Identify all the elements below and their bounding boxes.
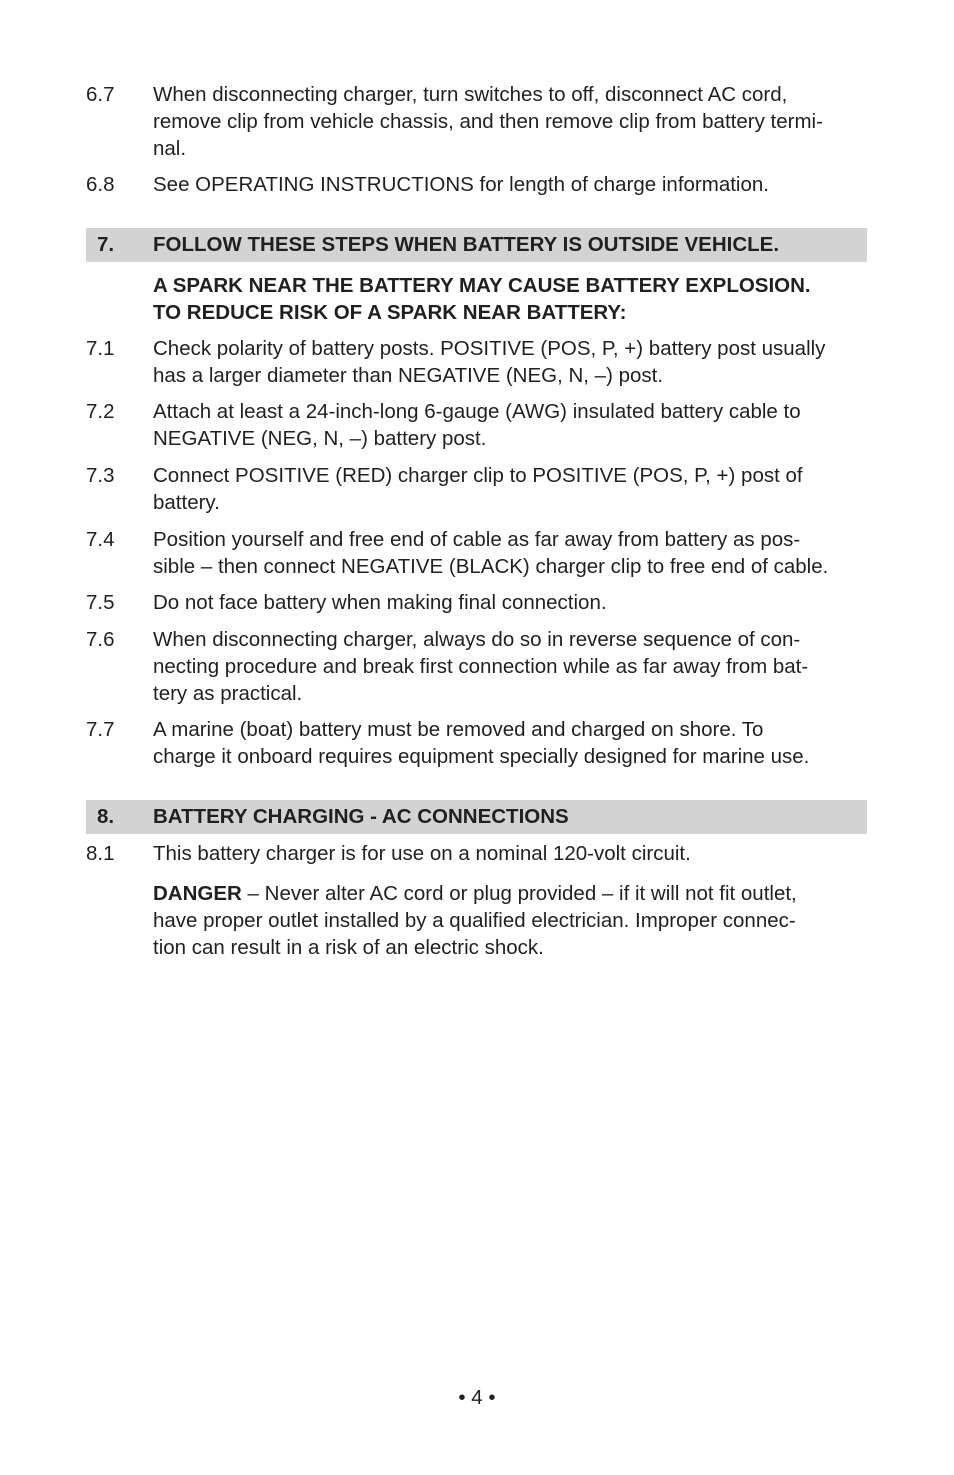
item-text-line: Attach at least a 24-inch-long 6-gauge (AWG) insulated battery cable to: [153, 400, 801, 423]
item-text-line: Position yourself and free end of cable as far away from battery as pos-: [153, 528, 801, 551]
page-number: • 4 •: [458, 1386, 496, 1409]
item-number: 7.7: [86, 718, 115, 741]
section-number: 7.: [97, 233, 115, 256]
list-item-7-2: [86, 398, 870, 452]
list-item-7-6: [86, 626, 870, 707]
item-text-line: See OPERATING INSTRUCTIONS for length of charge information.: [153, 173, 769, 196]
item-number: 7.2: [86, 400, 115, 423]
item-text-line: sible – then connect NEGATIVE (BLACK) charger clip to free end of cable.: [153, 555, 829, 578]
warning-line: TO REDUCE RISK OF A SPARK NEAR BATTERY:: [153, 301, 627, 324]
item-text-line: Connect POSITIVE (RED) charger clip to POSITIVE (POS, P, +) post of: [153, 464, 803, 487]
item-number: 6.7: [86, 83, 115, 106]
section-number: 8.: [97, 805, 115, 828]
item-text: [153, 526, 869, 580]
item-number: 7.3: [86, 464, 115, 487]
item-text: [153, 335, 869, 389]
item-text: [153, 840, 869, 867]
item-text-line: necting procedure and break first connection while as far away from bat-: [153, 655, 809, 678]
item-text: [153, 716, 869, 770]
item-number: 7.5: [86, 591, 115, 614]
item-text-line: nal.: [153, 137, 187, 160]
list-item-6-7: [86, 81, 870, 162]
section-8-heading: [86, 800, 867, 834]
item-text: [153, 171, 869, 198]
list-item-7-7: [86, 716, 870, 770]
warning-line: A SPARK NEAR THE BATTERY MAY CAUSE BATTERY EXPLOSION.: [153, 274, 811, 297]
item-text-line: has a larger diameter than NEGATIVE (NEG, N, –) post.: [153, 364, 664, 387]
item-text: [153, 626, 869, 707]
item-number: 7.4: [86, 528, 115, 551]
item-text-line: battery.: [153, 491, 220, 514]
item-text-line: NEGATIVE (NEG, N, –) battery post.: [153, 427, 487, 450]
item-number: 6.8: [86, 173, 115, 196]
item-text: [153, 462, 869, 516]
item-text-line: Do not face battery when making final connection.: [153, 591, 607, 614]
item-text-line: When disconnecting charger, always do so in reverse sequence of con-: [153, 628, 801, 651]
list-item-7-1: [86, 335, 870, 389]
item-text: [153, 589, 869, 616]
item-text-line: tery as practical.: [153, 682, 303, 705]
danger-notice: [153, 880, 869, 961]
item-text-line: Check polarity of battery posts. POSITIVE (POS, P, +) battery post usually: [153, 337, 826, 360]
list-item-6-8: [86, 171, 870, 198]
danger-line: have proper outlet installed by a qualified electrician. Improper connec-: [153, 909, 796, 932]
list-item-7-3: [86, 462, 870, 516]
item-number: 8.1: [86, 842, 115, 865]
item-text-line: This battery charger is for use on a nominal 120-volt circuit.: [153, 842, 691, 865]
list-item-7-4: [86, 526, 870, 580]
list-item-7-5: [86, 589, 870, 616]
item-text-line: charge it onboard requires equipment specially designed for marine use.: [153, 745, 810, 768]
danger-line: tion can result in a risk of an electric shock.: [153, 936, 544, 959]
danger-label: DANGER: [153, 882, 242, 905]
item-text-line: When disconnecting charger, turn switches to off, disconnect AC cord,: [153, 83, 788, 106]
section-title: BATTERY CHARGING - AC CONNECTIONS: [153, 805, 569, 828]
item-text-line: A marine (boat) battery must be removed and charged on shore. To: [153, 718, 764, 741]
item-text-line: remove clip from vehicle chassis, and then remove clip from battery termi-: [153, 110, 823, 133]
danger-line: [153, 880, 869, 907]
list-item-8-1: [86, 840, 870, 867]
item-text: [153, 81, 869, 162]
danger-text: – Never alter AC cord or plug provided – if it will not fit outlet,: [241, 882, 797, 905]
item-text: [153, 398, 869, 452]
section-7-heading: [86, 228, 867, 262]
item-number: 7.1: [86, 337, 115, 360]
section-title: FOLLOW THESE STEPS WHEN BATTERY IS OUTSIDE VEHICLE.: [153, 233, 780, 256]
spark-warning: [153, 272, 869, 326]
item-number: 7.6: [86, 628, 115, 651]
